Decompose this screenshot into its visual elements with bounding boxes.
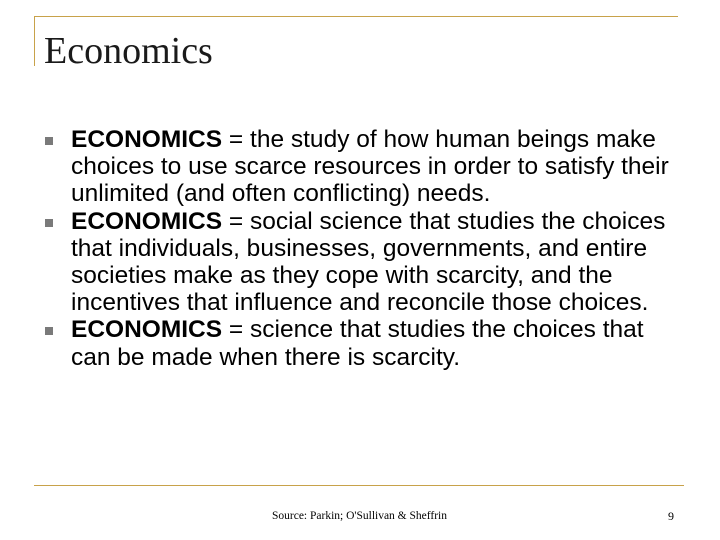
- square-bullet-icon: [45, 219, 53, 227]
- square-bullet-icon: [45, 137, 53, 145]
- bullet-item-1: [44, 126, 674, 208]
- bullet-term: ECONOMICS: [71, 316, 223, 344]
- bullet-term: ECONOMICS: [71, 207, 223, 235]
- bullet-list: [44, 126, 674, 371]
- source-citation: Source: Parkin; O'Sullivan & Sheffrin: [272, 510, 447, 522]
- bullet-item-2: [44, 208, 674, 317]
- slide-frame-top-line: [34, 16, 678, 17]
- bullet-definition: = science that studies the choices that can be made when there is scarcity.: [71, 316, 644, 371]
- slide-title: Economics: [44, 30, 213, 72]
- bullet-definition: = social science that studies the choices that individuals, businesses, governments, and entire societies make as they cope with scarcity, and the incentives that influence and reconcile those choices.: [71, 207, 666, 317]
- bullet-definition: = the study of how human beings make choices to use scarce resources in order to satisfy their unlimited (and often conflicting) needs.: [71, 126, 669, 208]
- page-number: 9: [668, 509, 674, 523]
- bullet-term: ECONOMICS: [71, 126, 223, 153]
- square-bullet-icon: [45, 327, 53, 335]
- footer-divider-line: [34, 485, 684, 486]
- bullet-item-3: [44, 316, 674, 370]
- slide-frame-left-line: [34, 16, 35, 66]
